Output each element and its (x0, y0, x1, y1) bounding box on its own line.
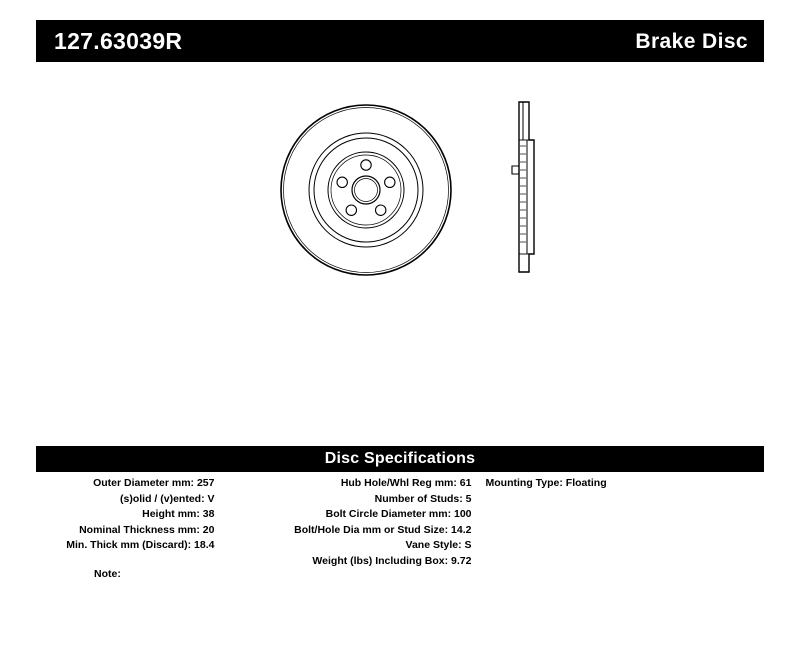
spec-item: Bolt Circle Diameter mm: 100 (325, 508, 472, 520)
vane-hatching (520, 146, 526, 242)
spec-item: Vane Style: S (405, 539, 472, 551)
spec-item: Outer Diameter mm: 257 (93, 477, 215, 489)
product-type-label: Brake Disc (635, 29, 748, 53)
brake-disc-edge-view (512, 102, 534, 272)
stud-holes (337, 160, 395, 216)
spec-item: Height mm: 38 (142, 508, 215, 520)
note-label: Note: (94, 568, 121, 580)
spec-item: Bolt/Hole Dia mm or Stud Size: 14.2 (294, 523, 472, 536)
brake-disc-face-view (281, 105, 451, 275)
spec-column-middle (218, 476, 475, 569)
part-number: 127.63039R (54, 27, 183, 54)
spec-item: Mounting Type: Floating (485, 477, 607, 489)
spec-item: Number of Studs: 5 (374, 492, 472, 505)
product-drawing (36, 70, 764, 430)
spec-item: Min. Thick mm (Discard): 18.4 (66, 539, 215, 551)
spec-title: Disc Specifications (324, 450, 476, 467)
spec-item: (s)olid / (v)ented: V (119, 492, 215, 505)
spec-item: Weight (lbs) Including Box: 9.72 (312, 554, 472, 567)
header-bar (36, 20, 764, 62)
spec-column-right (476, 476, 765, 492)
spec-columns (36, 476, 764, 569)
brake-disc-illustration (36, 70, 764, 430)
spec-item: Nominal Thickness mm: 20 (79, 523, 215, 536)
spec-item: Hub Hole/Whl Reg mm: 61 (340, 477, 472, 489)
spec-column-left (36, 476, 218, 554)
spec-title-bar (36, 446, 764, 472)
